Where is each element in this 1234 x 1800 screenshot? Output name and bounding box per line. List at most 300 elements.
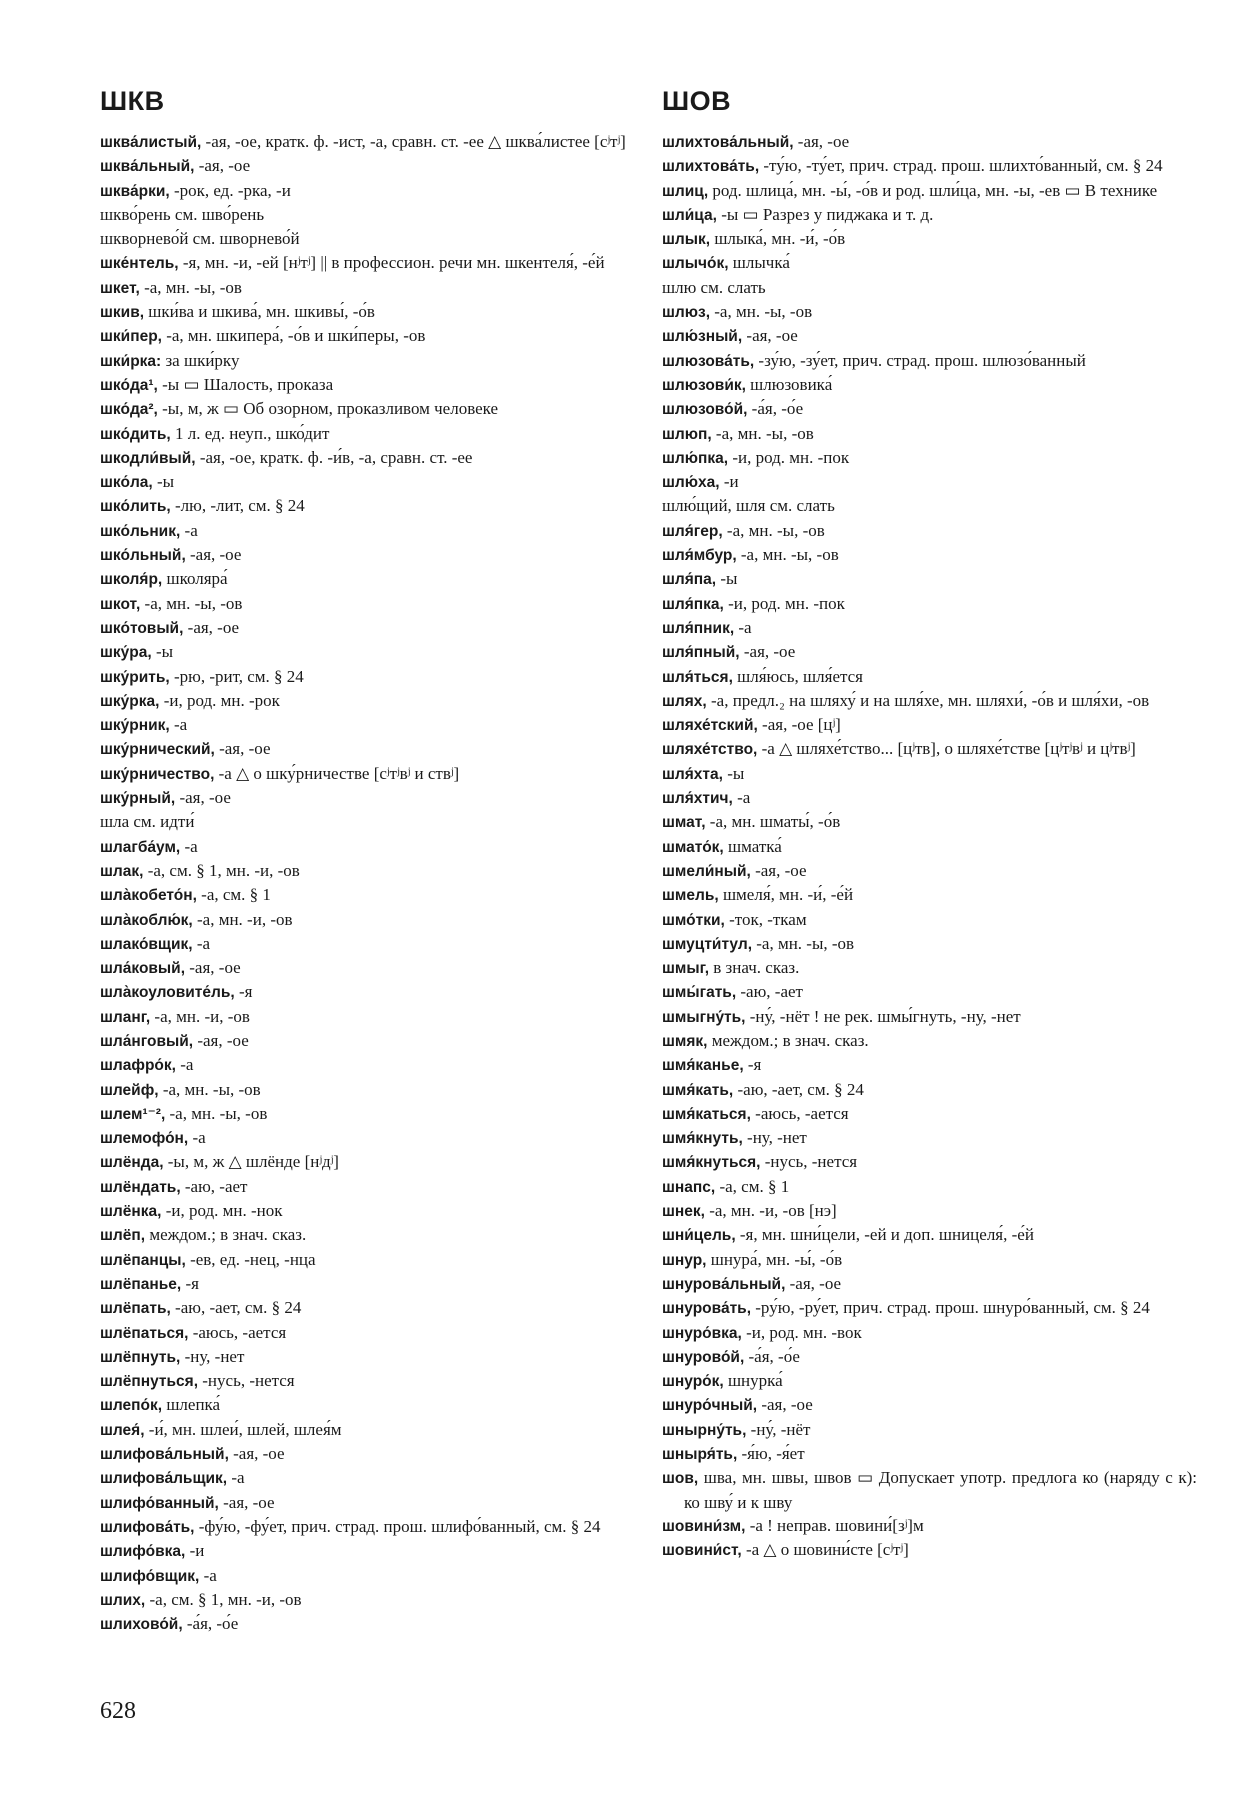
dictionary-entry: [662, 519, 1197, 543]
dictionary-entry: [100, 227, 635, 251]
dictionary-entry: [100, 179, 635, 203]
entry-body: шлыка́, мн. -и́, -о́в: [710, 229, 846, 249]
dictionary-entry: [662, 1102, 1197, 1126]
entry-body: -а ! неправ. шовини́[зʲ]м: [745, 1515, 924, 1535]
entry-body: -а, мн. шкипера́, -о́в и шки́перы, -ов: [161, 326, 426, 346]
entry-body: -а: [734, 617, 752, 637]
entry-headword: шнуро́чный,: [662, 1397, 758, 1415]
entry-headword: шлако́вщик,: [100, 935, 193, 953]
entry-body: -а, мн. шматы́, -о́в: [705, 812, 841, 832]
dictionary-entry: [100, 616, 635, 640]
dictionary-entry: [662, 397, 1197, 421]
dictionary-entry: [662, 179, 1197, 203]
entry-headword: шмыгну́ть,: [662, 1008, 746, 1026]
entry-body: -а́я, -о́е: [182, 1614, 239, 1634]
entry-headword: шляхе́тский,: [662, 717, 758, 735]
entry-body: -аю, -ает, см. § 24: [733, 1079, 864, 1099]
entry-body: -а △ о шовини́сте [сʲтʲ]: [741, 1540, 909, 1560]
entry-headword: шко́да²,: [100, 401, 158, 419]
dictionary-entry: [100, 1248, 635, 1272]
entry-headword: шлёндать,: [100, 1178, 181, 1196]
entry-headword: шля́мбур,: [662, 547, 737, 565]
entry-body: -ну́, -нёт: [746, 1419, 811, 1439]
dictionary-entry: [662, 251, 1197, 275]
entry-headword: шмя́кнуться,: [662, 1154, 761, 1172]
entry-headword: шкодли́вый,: [100, 449, 196, 467]
entry-headword: шке́нтель,: [100, 255, 179, 273]
entry-body: -ы: [152, 472, 175, 492]
dictionary-entry: [100, 1175, 635, 1199]
entry-body: -ая, -ое: [193, 1030, 249, 1050]
entry-body: -а, мн. -ы, -ов: [158, 1079, 261, 1099]
entry-body: -а: [192, 933, 211, 953]
entry-body: -ая, -ое: [183, 617, 240, 637]
entry-body: -а △ шляхе́тство... [цʲтв], о шляхе́тстве [цʲтʲвʲ и цʲтвʲ]: [757, 739, 1136, 759]
dictionary-entry: [662, 567, 1197, 591]
dictionary-entry: [662, 883, 1197, 907]
entry-body: -лю, -лит, см. § 24: [170, 496, 305, 516]
entry-headword: шко́лить,: [100, 498, 171, 516]
entry-headword: шлёпаться,: [100, 1324, 189, 1342]
entry-body: -а, мн. -ы, -ов: [165, 1103, 268, 1123]
entry-body: междом.; в знач. сказ.: [145, 1225, 307, 1245]
dictionary-entry: [662, 835, 1197, 859]
entry-body: -и́, мн. шлеи́, шлей, шлея́м: [144, 1419, 342, 1439]
entry-headword: шлихово́й,: [100, 1616, 183, 1634]
dictionary-entry: [100, 422, 635, 446]
dictionary-entry: [662, 543, 1197, 567]
entry-body: шлю́щий, шля см. слать: [662, 496, 835, 516]
entry-headword: шлифова́ть,: [100, 1518, 195, 1536]
entry-headword: шлёпнуться,: [100, 1373, 199, 1391]
entry-body: -ая, -ое: [185, 545, 242, 565]
dictionary-entry: [662, 1514, 1197, 1538]
left-column: [100, 80, 635, 1636]
entry-body: 1 л. ед. неуп., шко́дит: [170, 423, 330, 443]
entry-body: шва, мн. швы, швов ▭ Допускает употр. предлога ко (наряду с к): ко шву́ и к шву: [684, 1468, 1197, 1512]
dictionary-entry: [100, 1199, 635, 1223]
entry-body: шлю см. слать: [662, 277, 766, 297]
entry-body: -ы, м, ж ▭ Об озорном, проказливом человеке: [157, 399, 499, 419]
entry-headword: шмя́кнуть,: [662, 1130, 743, 1148]
entry-headword: шлю́ха,: [662, 474, 720, 492]
entry-body: -и: [185, 1541, 205, 1561]
entry-headword: шква́листый,: [100, 134, 202, 151]
entry-headword: шля́гер,: [662, 522, 723, 540]
entry-headword: шку́рить,: [100, 668, 170, 686]
entry-body: шкво́рень см. шво́рень: [100, 204, 265, 224]
entry-headword: шля́пник,: [662, 619, 735, 637]
entry-body: -ев, ед. -нец, -нца: [185, 1249, 316, 1269]
entry-body: -ая, -ое: [175, 788, 231, 808]
entry-headword: шмели́ный,: [662, 862, 751, 880]
entry-body: -аюсь, -ается: [750, 1103, 849, 1123]
dictionary-entry: [662, 1538, 1197, 1562]
dictionary-entry: [100, 1126, 635, 1150]
dictionary-entry: [100, 932, 635, 956]
entry-headword: шля́хта,: [662, 765, 723, 783]
entry-body: -ну́, -нёт ! не рек. шмы́гнуть, -ну, -нет: [745, 1006, 1021, 1026]
dictionary-entry: [662, 470, 1197, 494]
dictionary-entry: [100, 1223, 635, 1247]
dictionary-entry: [100, 1296, 635, 1320]
entry-headword: шла̀кобето́н,: [100, 887, 197, 905]
dictionary-entry: [100, 1272, 635, 1296]
entry-headword: шнурово́й,: [662, 1348, 745, 1366]
dictionary-entry: [100, 786, 635, 810]
dictionary-entry: [100, 713, 635, 737]
entry-headword: шлёп,: [100, 1227, 146, 1245]
entry-body: -аю, -ает: [736, 982, 803, 1002]
dictionary-entry: [662, 203, 1197, 227]
dictionary-entry: [662, 1053, 1197, 1077]
entry-body: -а́я, -о́е: [744, 1346, 800, 1366]
entry-headword: шлюз,: [662, 304, 711, 322]
dictionary-entry: [662, 1078, 1197, 1102]
entry-body: шки́ва и шкива́, мн. шкивы́, -о́в: [144, 302, 375, 322]
entry-body: -ая, -ое: [218, 1492, 275, 1512]
entry-body: -ая, -ое: [739, 642, 796, 662]
entry-headword: шлем¹⁻²,: [100, 1105, 166, 1123]
entry-headword: шкив,: [100, 304, 145, 322]
entry-headword: школя́р,: [100, 571, 163, 589]
entry-headword: шля́пка,: [662, 595, 724, 613]
entry-headword: шмя́каться,: [662, 1105, 751, 1123]
entry-body: -а, мн. -ы, -ов: [736, 545, 839, 565]
entry-headword: шлях,: [662, 692, 707, 710]
entry-headword: шлюзова́ть,: [662, 352, 755, 370]
entry-body: -ая, -ое: [793, 132, 850, 151]
entry-headword: шлёпанье,: [100, 1275, 182, 1293]
entry-body: шкворнево́й см. шворнево́й: [100, 229, 300, 249]
entry-headword: шнурова́льный,: [662, 1275, 786, 1293]
dictionary-entry: [662, 1175, 1197, 1199]
entry-body: -аю, -ает, см. § 24: [170, 1298, 302, 1318]
entry-body: -а: [199, 1565, 217, 1585]
entry-headword: шко́льный,: [100, 547, 186, 565]
entry-headword: шку́рный,: [100, 790, 176, 808]
dictionary-entry: [100, 665, 635, 689]
entry-headword: шла̀коуловите́ль,: [100, 984, 235, 1002]
entry-body: -а: [732, 788, 751, 808]
entry-body: -ы ▭ Разрез у пиджака и т. д.: [716, 204, 934, 224]
dictionary-entry: [662, 616, 1197, 640]
dictionary-entry: [100, 1005, 635, 1029]
entry-headword: шлифова́льный,: [100, 1446, 229, 1464]
entry-headword: шля́пный,: [662, 644, 740, 662]
dictionary-entry: [662, 908, 1197, 932]
entry-body: -ая, -ое, кратк. ф. -ист, -а, сравн. ст. -ее △ шква́листее [сʲтʲ]: [201, 132, 626, 151]
dictionary-entry: [662, 446, 1197, 470]
dictionary-entry: [662, 494, 1197, 518]
dictionary-entry: [662, 1418, 1197, 1442]
entry-headword: шку́рка,: [100, 692, 160, 710]
dictionary-entry: [662, 1248, 1197, 1272]
entry-body: -а, см. § 1, мн. -и, -ов: [145, 1589, 302, 1609]
entry-body: -ая, -ое: [742, 326, 798, 346]
entry-headword: шлифова́льщик,: [100, 1470, 228, 1488]
dictionary-entry: [662, 713, 1197, 737]
dictionary-entry: [100, 1393, 635, 1417]
entry-body: шля́юсь, шля́ется: [732, 666, 863, 686]
dictionary-entry: [100, 883, 635, 907]
entry-headword: шлёнка,: [100, 1203, 162, 1221]
entry-body: шлычка́: [728, 253, 790, 273]
entry-headword: шляхе́тство,: [662, 741, 758, 759]
entry-headword: шли́ца,: [662, 206, 717, 224]
entry-headword: шлюзово́й,: [662, 401, 748, 419]
entry-list-right: [662, 130, 1197, 1563]
entry-headword: шлифо́вщик,: [100, 1567, 200, 1585]
entry-body: шматка́: [723, 836, 782, 856]
dictionary-entry: [662, 786, 1197, 810]
dictionary-entry: [100, 689, 635, 713]
dictionary-entry: [100, 1442, 635, 1466]
dictionary-entry: [100, 397, 635, 421]
dictionary-entry: [100, 1369, 635, 1393]
entry-body: -ая, -ое: [750, 860, 807, 880]
entry-headword: шнурова́ть,: [662, 1300, 752, 1318]
entry-headword: шнур,: [662, 1251, 707, 1269]
dictionary-entry: [100, 1491, 635, 1515]
entry-headword: шнуро́вка,: [662, 1324, 742, 1342]
entry-headword: шлея́,: [100, 1421, 145, 1439]
entry-headword: шлейф,: [100, 1081, 159, 1099]
dictionary-entry: [662, 324, 1197, 348]
entry-headword: шлёпать,: [100, 1300, 171, 1318]
entry-body: род. шлица́, мн. -ы́, -о́в и род. шли́ца, мн. -ы, -ев ▭ В технике: [708, 180, 1158, 200]
dictionary-entry: [662, 349, 1197, 373]
dictionary-entry: [662, 276, 1197, 300]
entry-headword: шмо́тки,: [662, 911, 725, 929]
dictionary-entry: [100, 373, 635, 397]
entry-headword: шмель,: [662, 887, 719, 905]
entry-body: -а, мн. -ы, -ов: [139, 277, 242, 297]
dictionary-entry: [662, 1199, 1197, 1223]
entry-body: шнура́, мн. -ы́, -о́в: [706, 1249, 843, 1269]
dictionary-entry: [100, 470, 635, 494]
dictionary-entry: [100, 1053, 635, 1077]
dictionary-entry: [662, 1393, 1197, 1417]
dictionary-entry: [100, 203, 635, 227]
dictionary-entry: [662, 1369, 1197, 1393]
entry-headword: шмы́гать,: [662, 984, 737, 1002]
dictionary-entry: [662, 422, 1197, 446]
dictionary-entry: [662, 762, 1197, 786]
entry-headword: шква́рки,: [100, 182, 170, 200]
entry-headword: шныря́ть,: [662, 1446, 738, 1464]
entry-headword: шлемофо́н,: [100, 1130, 189, 1148]
dictionary-entry: [662, 373, 1197, 397]
entry-headword: шко́льник,: [100, 522, 181, 540]
dictionary-entry: [662, 956, 1197, 980]
dictionary-entry: [100, 494, 635, 518]
entry-headword: шни́цель,: [662, 1227, 736, 1245]
entry-headword: шкот,: [100, 595, 141, 613]
entry-body: -ая, -ое: [214, 739, 271, 759]
entry-headword: шлифо́вка,: [100, 1543, 186, 1561]
entry-body: -ая, -ое: [185, 958, 241, 978]
dictionary-entry: [662, 1321, 1197, 1345]
entry-body: -ру́ю, -ру́ет, прич. страд. прош. шнуро́ванный, см. § 24: [751, 1298, 1150, 1318]
dictionary-entry: [100, 1564, 635, 1588]
dictionary-entry: [662, 130, 1197, 154]
dictionary-entry: [662, 300, 1197, 324]
dictionary-entry: [662, 1029, 1197, 1053]
entry-headword: шмя́канье,: [662, 1057, 744, 1075]
entry-headword: шовини́зм,: [662, 1517, 746, 1535]
dictionary-entry: [100, 640, 635, 664]
dictionary-entry: [100, 762, 635, 786]
entry-headword: шла́ковый,: [100, 960, 186, 978]
entry-body: -а: [227, 1468, 245, 1488]
dictionary-entry: [100, 1029, 635, 1053]
right-column: [662, 80, 1197, 1563]
entry-body: -ы, м, ж △ шлёнде [нʲдʲ]: [163, 1152, 339, 1172]
entry-body: -я: [743, 1055, 762, 1075]
entry-body: -а: [180, 520, 198, 540]
page-number: 628: [100, 1698, 136, 1724]
dictionary-entry: [100, 1466, 635, 1490]
entry-body: -ая, -ое: [785, 1273, 842, 1293]
entry-headword: шки́рка:: [100, 352, 162, 370]
entry-body: -аю, -ает: [180, 1176, 248, 1196]
entry-headword: шмато́к,: [662, 838, 724, 856]
entry-body: -а, см. § 1: [196, 885, 271, 905]
entry-body: -ы: [722, 763, 745, 783]
entry-headword: шко́дить,: [100, 425, 171, 443]
entry-headword: шко́да¹,: [100, 376, 158, 394]
entry-headword: шнек,: [662, 1203, 705, 1221]
entry-headword: шов,: [662, 1470, 699, 1488]
entry-body: шлюзовика́: [745, 374, 833, 394]
entry-body: -я, мн. -и, -ей [нʲтʲ] || в профессион. речи мн. шкентеля́, -е́й: [178, 253, 605, 273]
entry-body: -ну, -нет: [180, 1346, 245, 1366]
entry-body: -нусь, -нется: [760, 1152, 858, 1172]
entry-body: -а, мн. -ы, -ов: [140, 593, 243, 613]
entry-body: -и, род. мн. -вок: [741, 1322, 862, 1342]
entry-body: шнурка́: [723, 1371, 783, 1391]
entry-headword: шлепо́к,: [100, 1397, 163, 1415]
entry-body: -и: [719, 472, 739, 492]
dictionary-entry: [100, 737, 635, 761]
entry-body: -а, мн. -ы, -ов: [710, 302, 813, 322]
entry-body: -ток, -ткам: [724, 909, 807, 929]
entry-body: шмеля́, мн. -и́, -е́й: [718, 885, 854, 905]
entry-headword: шлюп,: [662, 425, 712, 443]
dictionary-entry: [100, 1150, 635, 1174]
entry-body: -а, см. § 1, мн. -и, -ов: [143, 860, 300, 880]
dictionary-entry: [662, 932, 1197, 956]
dictionary-entry: [100, 324, 635, 348]
entry-body: -ы: [151, 642, 174, 662]
dictionary-entry: [100, 956, 635, 980]
entry-headword: шлифо́ванный,: [100, 1494, 219, 1512]
dictionary-entry: [100, 300, 635, 324]
entry-headword: шланг,: [100, 1008, 151, 1026]
dictionary-entry: [100, 1102, 635, 1126]
entry-body: -я: [234, 982, 253, 1002]
entry-headword: шлихтова́льный,: [662, 134, 794, 151]
dictionary-entry: [662, 154, 1197, 178]
dictionary-entry: [100, 592, 635, 616]
dictionary-entry: [100, 567, 635, 591]
dictionary-entry: [662, 1345, 1197, 1369]
entry-headword: шки́пер,: [100, 328, 162, 346]
dictionary-entry: [662, 1223, 1197, 1247]
entry-body: -ту́ю, -ту́ет, прич. страд. прош. шлихто́ванный, см. § 24: [759, 156, 1163, 176]
entry-headword: шко́ла,: [100, 474, 153, 492]
entry-headword: шку́рнический,: [100, 741, 215, 759]
entry-headword: шлиц,: [662, 182, 709, 200]
entry-body: -а: [169, 715, 188, 735]
dictionary-entry: [662, 1150, 1197, 1174]
entry-body: междом.; в знач. сказ.: [707, 1030, 869, 1050]
running-head-right: ШОВ: [662, 86, 732, 116]
entry-body: -ая, -ое [цʲ]: [757, 715, 841, 735]
entry-body: -ну, -нет: [742, 1128, 807, 1148]
entry-body: -а, см. § 1: [715, 1176, 790, 1196]
entry-headword: шмя́кать,: [662, 1081, 734, 1099]
dictionary-entry: [100, 1418, 635, 1442]
entry-body: -аюсь, -ается: [188, 1322, 287, 1342]
entry-body: -а: [188, 1128, 206, 1148]
entry-headword: шлёпанцы,: [100, 1251, 186, 1269]
entry-headword: шку́ра,: [100, 644, 152, 662]
entry-body: -нусь, -нется: [198, 1371, 295, 1391]
dictionary-entry: [662, 227, 1197, 251]
entry-body: -и, род. мн. -пок: [728, 447, 850, 467]
dictionary-entry: [100, 1515, 635, 1539]
dictionary-entry: [662, 1466, 1197, 1514]
dictionary-entry: [100, 1321, 635, 1345]
entry-body: -а́я, -о́е: [747, 399, 804, 419]
dictionary-entry: [100, 276, 635, 300]
entry-headword: шмяк,: [662, 1032, 708, 1050]
dictionary-entry: [100, 1078, 635, 1102]
dictionary-entry: [100, 543, 635, 567]
dictionary-entry: [100, 1612, 635, 1636]
entry-headword: шкет,: [100, 279, 140, 297]
entry-body: -зу́ю, -зу́ет, прич. страд. прош. шлюзо́ванный: [754, 350, 1086, 370]
dictionary-entry: [100, 446, 635, 470]
entry-headword: шку́рничество,: [100, 765, 215, 783]
entry-headword: шмуцти́тул,: [662, 935, 752, 953]
entry-headword: шля́хтич,: [662, 790, 733, 808]
entry-body: за шки́рку: [161, 350, 240, 370]
entry-body: -я, мн. шни́цели, -ей и доп. шницеля́, -е́й: [735, 1225, 1034, 1245]
dictionary-entry: [100, 1588, 635, 1612]
entry-headword: шко́товый,: [100, 619, 184, 637]
dictionary-entry: [100, 810, 635, 834]
dictionary-entry: [662, 859, 1197, 883]
entry-headword: шлычо́к,: [662, 255, 729, 273]
entry-body: -я́ю, -я́ет: [737, 1444, 805, 1464]
entry-headword: шнапс,: [662, 1178, 716, 1196]
entry-body: -рю, -рит, см. § 24: [169, 666, 304, 686]
entry-body: -а, мн. -ы, -ов: [722, 520, 825, 540]
dictionary-entry: [100, 130, 635, 154]
entry-headword: шлёнда,: [100, 1154, 164, 1172]
entry-body: -а, мн. -и, -ов: [192, 909, 293, 929]
entry-headword: шнырну́ть,: [662, 1421, 747, 1439]
entry-body: -и, род. мн. -пок: [723, 593, 845, 613]
entry-headword: шмат,: [662, 814, 706, 832]
dictionary-entry: [662, 1296, 1197, 1320]
entry-body: -ая, -ое: [757, 1395, 813, 1415]
entry-headword: шлю́зный,: [662, 328, 743, 346]
entry-headword: шлык,: [662, 231, 711, 249]
